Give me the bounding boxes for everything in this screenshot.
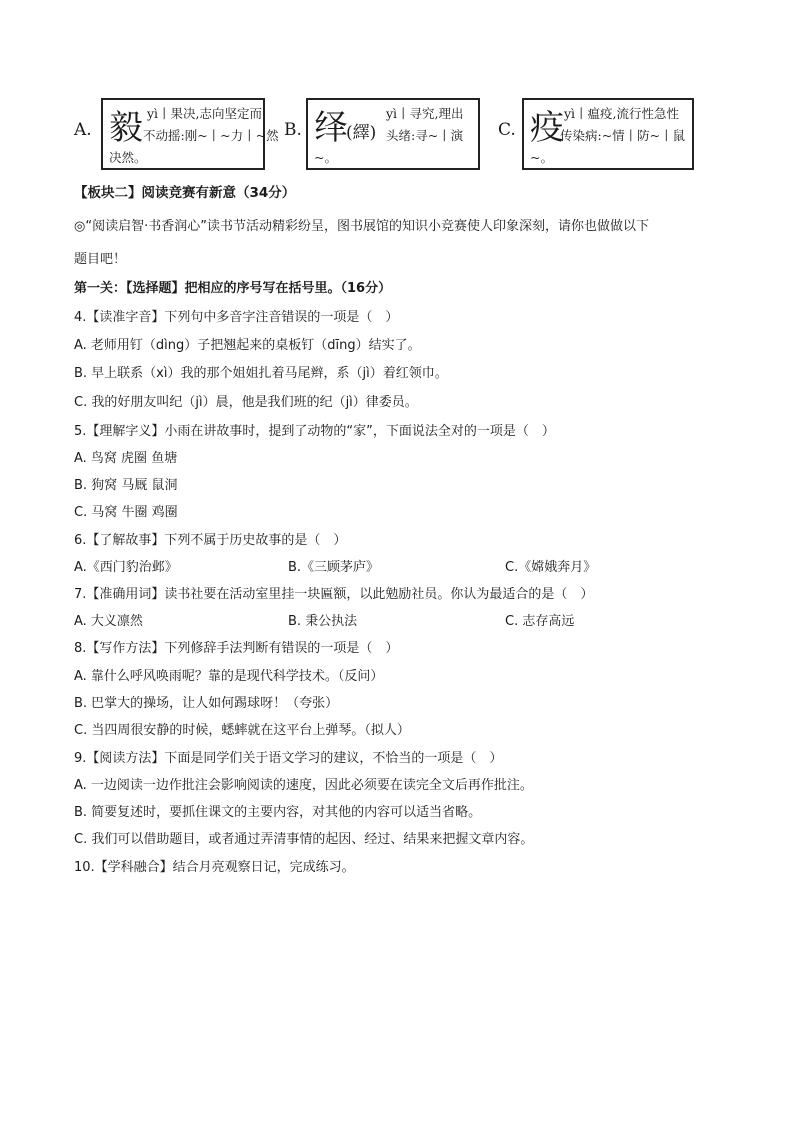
dictionary-option-c (498, 98, 718, 172)
entry-character: 绎 (314, 108, 348, 148)
question-stem: 4.【读准字音】下列句中多音字注音错误的一项是（ ） (74, 310, 399, 325)
intro-text: ◎“阅读启智·书香润心”读书节活动精彩纷呈，图书展馆的知识小竞赛使人印象深刻，请你也做做以下 (74, 219, 649, 234)
answer-option: C. 我的好朋友叫纪（jì）晨，他是我们班的纪（jì）律委员。 (74, 395, 418, 410)
question-stem: 8.【写作方法】下列修辞手法判断有错误的一项是（ ） (74, 641, 399, 656)
answer-option: A. 大义凛然 (74, 614, 143, 629)
entry-line: yì丨瘟疫,流行性急性 (564, 106, 680, 121)
entry-line: 不动摇:刚~丨~力丨~然 (143, 128, 279, 143)
option-letter: A. (74, 120, 92, 140)
level-title: 第一关：【选择题】把相应的序号写在括号里。（16分） (74, 281, 392, 296)
dictionary-options-row (74, 98, 714, 178)
intro-text: 题目吧！ (74, 252, 127, 267)
answer-option: B.《三顾茅庐》 (288, 560, 380, 575)
entry-line: 头绪:寻~丨演 (386, 128, 464, 143)
question-stem: 9.【阅读方法】下面是同学们关于语文学习的建议，不恰当的一项是（ ） (74, 751, 503, 766)
entry-line: 传染病:~情丨防~丨鼠 (560, 128, 686, 143)
answer-option: C. 当四周很安静的时候，蟋蟀就在这平台上弹琴。（拟人） (74, 723, 410, 738)
dictionary-option-a (74, 98, 279, 172)
entry-line: yì丨果决,志向坚定而 (147, 106, 263, 121)
dictionary-entry-box (522, 98, 694, 170)
dictionary-entry-box (101, 98, 279, 170)
question-stem: 7.【准确用词】读书社要在活动室里挂一块匾额，以此勉励社员。你认为最适合的是（ ） (74, 587, 594, 602)
entry-traditional-form: (繹) (346, 123, 377, 143)
entry-line: 决然。 (109, 150, 147, 165)
answer-option: B. 简要复述时，要抓住课文的主要内容，对其他的内容可以适当省略。 (74, 805, 482, 820)
question-stem: 5.【理解字义】小雨在讲故事时，提到了动物的“家”，下面说法全对的一项是（ ） (74, 424, 555, 439)
answer-option: A.《西门豹治邺》 (74, 560, 178, 575)
answer-option: C. 马窝 牛圈 鸡圈 (74, 505, 178, 520)
answer-option: A. 靠什么呼风唤雨呢？靠的是现代科学技术。（反问） (74, 669, 384, 684)
answer-option: C.《嫦娥奔月》 (505, 560, 597, 575)
option-letter: C. (498, 120, 516, 140)
dictionary-entry-box (306, 98, 480, 170)
dictionary-option-b (284, 98, 484, 172)
answer-option: C. 志存高远 (505, 614, 575, 629)
entry-character: 毅 (109, 108, 143, 148)
section-title: 【板块二】阅读竞赛有新意（34分） (74, 185, 296, 201)
answer-option: A. 一边阅读一边作批注会影响阅读的速度，因此必须要在读完全文后再作批注。 (74, 778, 533, 793)
answer-option: B. 早上联系（xì）我的那个姐姐扎着马尾辫，系（jì）着红领巾。 (74, 366, 448, 381)
question-stem: 6.【了解故事】下列不属于历史故事的是（ ） (74, 533, 347, 548)
entry-line: ~。 (530, 150, 553, 165)
answer-option: B. 巴掌大的操场，让人如何踢球呀！（夸张） (74, 696, 339, 711)
entry-character: 疫 (530, 108, 564, 148)
answer-option: C. 我们可以借助题目，或者通过弄清事情的起因、经过、结果来把握文章内容。 (74, 832, 534, 847)
question-stem: 10.【学科融合】结合月亮观察日记，完成练习。 (74, 860, 355, 875)
entry-line: ~。 (314, 150, 337, 165)
entry-line: yì丨寻究,理出 (386, 106, 464, 121)
answer-option: A. 鸟窝 虎圈 鱼塘 (74, 451, 178, 466)
answer-option: B. 秉公执法 (288, 614, 358, 629)
answer-option: A. 老师用钉（dìng）子把翘起来的桌板钉（dīng）结实了。 (74, 338, 421, 353)
answer-option: B. 狗窝 马厩 鼠洞 (74, 478, 178, 493)
option-letter: B. (284, 120, 302, 140)
